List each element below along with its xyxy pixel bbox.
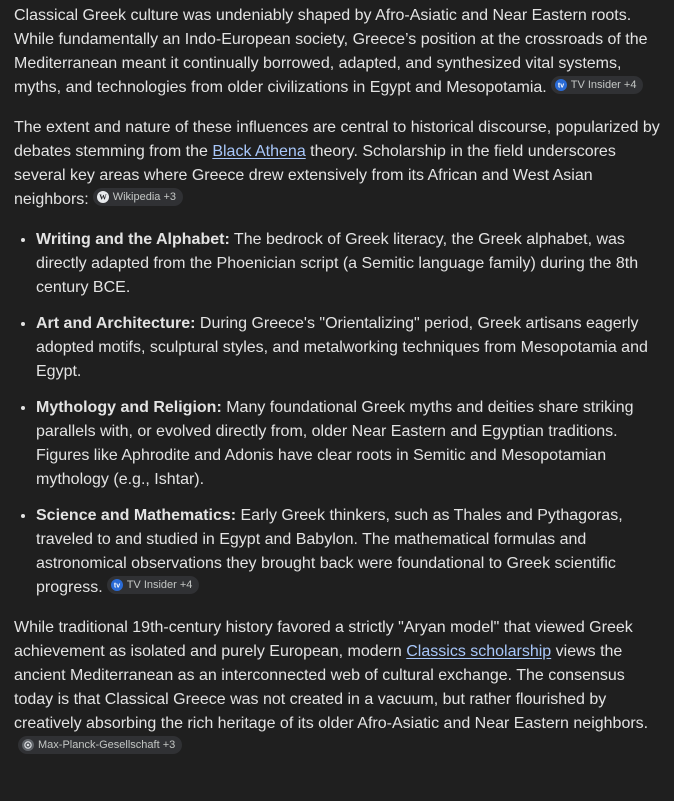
list-item-title: Writing and the Alphabet: — [36, 231, 230, 248]
influence-list — [14, 228, 660, 600]
list-item-art — [36, 312, 660, 384]
list-item-text: The bedrock of Greek literacy, the Greek alphabet, was directly adapted from the Phoenician script (a Semitic language family) during the 8th century BCE. — [36, 231, 639, 296]
black-athena-link[interactable]: Black Athena — [212, 143, 306, 160]
source-chip-wikipedia[interactable] — [93, 188, 183, 206]
list-item-text: Early Greek thinkers, such as Thales and Pythagoras, traveled to and studied in Egypt and Babylon. The mathematical formulas and astronomical observations they brought back were foundational to Greek scientific progress. — [36, 507, 623, 596]
context-paragraph-text-end: theory. Scholarship in the field underscores several key areas where Greece drew extensively from its African and West Asian neighbors: — [14, 143, 616, 208]
list-item-title: Art and Architecture: — [36, 315, 196, 332]
wikipedia-icon — [97, 191, 109, 203]
source-chip-label: Max-Planck-Gesellschaft +3 — [38, 739, 176, 751]
list-item-text: Many foundational Greek myths and deities share striking parallels with, or evolved directly from, older Near Eastern and Egyptian traditions. Figures like Aphrodite and Adonis have clear roots in Semitic and Mesopotamian mythology (e.g., Ishtar). — [36, 399, 634, 488]
svg-text:tv: tv — [557, 82, 564, 90]
list-item-title: Mythology and Religion: — [36, 399, 222, 416]
response-content — [14, 4, 660, 760]
list-item-science — [36, 504, 660, 600]
tv-insider-icon — [111, 579, 123, 591]
source-chip-tv-insider[interactable] — [107, 576, 200, 594]
source-chip-label: Wikipedia +3 — [112, 191, 177, 203]
source-chip-max-planck[interactable] — [18, 736, 182, 754]
intro-paragraph — [14, 4, 660, 100]
svg-text:tv: tv — [113, 582, 120, 590]
source-chip-label: TV Insider +4 — [570, 79, 637, 91]
conclusion-paragraph-text-start: While traditional 19th-century history favored a strictly "Aryan model" that viewed Greek achievement as isolated and purely European, modern — [14, 619, 633, 660]
list-item-text: During Greece's "Orientalizing" period, Greek artisans eagerly adopted motifs, sculptural styles, and metalworking techniques from Mesopotamia and Egypt. — [36, 315, 648, 380]
conclusion-paragraph — [14, 616, 660, 760]
tv-insider-icon — [555, 79, 567, 91]
list-item-writing — [36, 228, 660, 300]
source-chip-tv-insider[interactable] — [551, 76, 644, 94]
intro-paragraph-text: Classical Greek culture was undeniably shaped by Afro-Asiatic and Near Eastern roots. While fundamentally an Indo-European society, Greece’s position at the crossroads of the Mediterranean meant it continually borrowed, adapted, and synthesized vital systems, myths, and technologies from older civilizations in Egypt and Mesopotamia. — [14, 7, 648, 96]
conclusion-paragraph-text-end: views the ancient Mediterranean as an interconnected web of cultural exchange. The consensus today is that Classical Greece was not created in a vacuum, but rather flourished by creatively absorbing the rich heritage of its older Afro-Asiatic and Near Eastern neighbors. — [14, 643, 649, 732]
context-paragraph-text-start: The extent and nature of these influences are central to historical discourse, popularized by debates stemming from the — [14, 119, 660, 160]
svg-text:W: W — [98, 192, 107, 202]
context-paragraph — [14, 116, 660, 212]
classics-scholarship-link[interactable]: Classics scholarship — [406, 643, 552, 660]
max-planck-icon — [22, 739, 34, 751]
source-chip-label: TV Insider +4 — [126, 579, 193, 591]
list-item-mythology — [36, 396, 660, 492]
list-item-title: Science and Mathematics: — [36, 507, 237, 524]
